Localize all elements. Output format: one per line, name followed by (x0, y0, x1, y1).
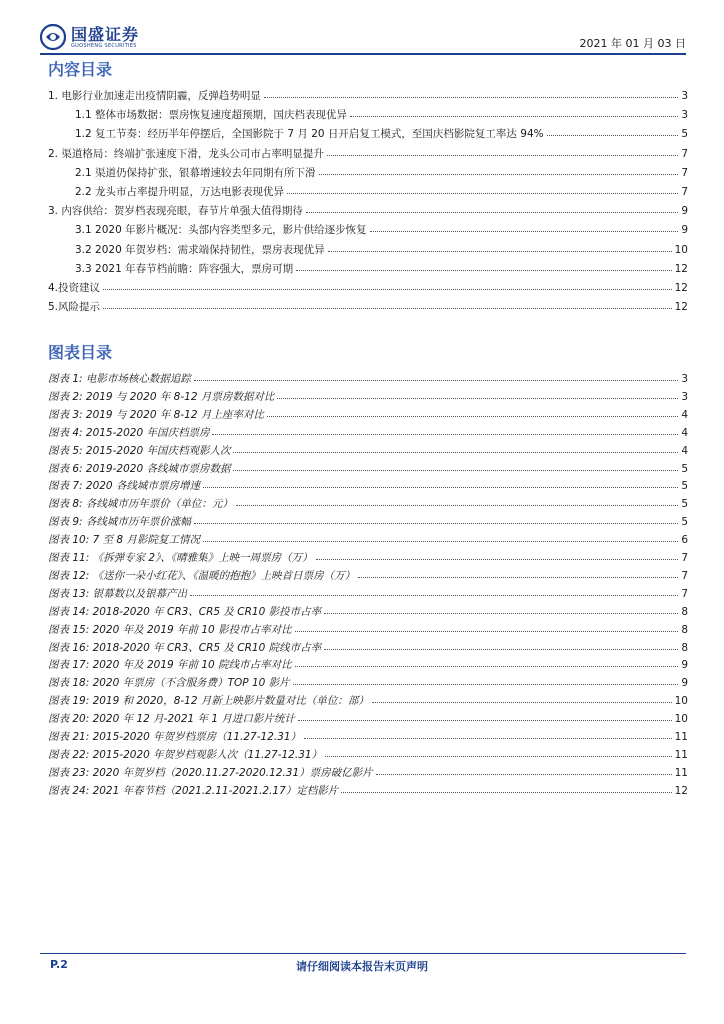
toc-entry-page: 9 (681, 205, 688, 218)
figure-entry-text: 图表 8: 各线城市历年票价（单位：元） (48, 498, 233, 511)
header-divider (40, 53, 686, 55)
figure-entry[interactable] (48, 765, 688, 781)
dot-leader (304, 729, 672, 739)
figure-entry-page: 9 (681, 659, 688, 672)
logo-name-en: GUOSHENG SECURITIES (71, 42, 137, 49)
figure-entry[interactable] (48, 604, 688, 620)
toc-entry[interactable] (48, 146, 688, 162)
figure-entry-page: 4 (681, 426, 688, 439)
dot-leader (328, 242, 672, 252)
figure-entry[interactable] (48, 407, 688, 423)
figure-entry[interactable] (48, 622, 688, 638)
figure-entry-text: 图表 18: 2020 年票房（不含服务费）TOP 10 影片 (48, 677, 290, 690)
figure-entry-page: 4 (681, 444, 688, 457)
logo-mark-icon (40, 24, 66, 50)
figure-entry-page: 8 (681, 605, 688, 618)
figure-entry-text: 图表 10: 7 至 8 月影院复工情况 (48, 534, 200, 547)
dot-leader (236, 496, 678, 506)
figure-entry[interactable] (48, 550, 688, 566)
toc-entry-text: 1.2 复工节奏：经历半年停摆后，全国影院于 7 月 20 日开启复工模式，至国庆档影院复工率达 94% (75, 128, 544, 141)
page-number: P.2 (50, 958, 68, 971)
figure-entry[interactable] (48, 747, 688, 763)
figure-entry[interactable] (48, 729, 688, 745)
figure-entry-text: 图表 12: 《送你一朵小红花》、《温暖的抱抱》上映首日票房（万） (48, 569, 356, 582)
dot-leader (233, 461, 678, 471)
figure-entry-page: 3 (681, 373, 688, 385)
toc-entry-page: 7 (681, 166, 688, 179)
toc-entry[interactable] (75, 184, 688, 200)
figure-entry-page: 10 (674, 695, 688, 708)
toc-entry[interactable] (48, 299, 688, 315)
toc-entry[interactable] (75, 222, 688, 238)
toc-entry[interactable] (75, 165, 688, 181)
figure-entry[interactable] (48, 693, 688, 709)
dot-leader (293, 675, 679, 685)
figure-entry-text: 图表 6: 2019-2020 各线城市票房数据 (48, 462, 231, 475)
toc-entry-text: 2.2 龙头市占率提升明显，万达电影表现优异 (75, 186, 285, 198)
footer-disclaimer: 请仔细阅读本报告末页声明 (296, 960, 428, 973)
figure-entry-page: 12 (674, 784, 688, 797)
figure-entry-page: 4 (681, 408, 688, 421)
figure-entry-page: 7 (681, 587, 688, 600)
figure-entry-page: 11 (674, 766, 688, 779)
dot-leader (203, 532, 678, 542)
dot-leader (547, 126, 679, 136)
figure-entry-text: 图表 24: 2021 年春节档（2021.2.11-2021.2.17）定档影片 (48, 784, 339, 797)
toc-entry-text: 3.3 2021 年春节档前瞻：阵容强大，票房可期 (75, 262, 294, 275)
figure-entry[interactable] (48, 657, 688, 673)
figure-entry[interactable] (48, 675, 688, 691)
toc-title: 内容目录 (48, 60, 113, 79)
dot-leader (194, 514, 678, 524)
figure-entry-text: 图表 3: 2019 与 2020 年 8-12 月上座率对比 (48, 408, 264, 421)
figure-entry-page: 6 (681, 534, 688, 547)
figure-entry[interactable] (48, 461, 688, 477)
figure-entry[interactable] (48, 783, 688, 799)
toc-entry-text: 3. 内容供给：贺岁档表现亮眼，春节片单强大值得期待 (48, 205, 303, 218)
figure-entry-page: 8 (681, 623, 688, 636)
figure-entry-page: 7 (681, 569, 688, 582)
figure-entry-text: 图表 23: 2020 年贺岁档（2020.11.27-2020.12.31）票房破亿影片 (48, 766, 373, 779)
toc-entry-page: 7 (681, 147, 688, 160)
figure-entry-page: 7 (681, 552, 688, 564)
toc-entry[interactable] (48, 88, 688, 104)
toc-entry-page: 12 (674, 262, 688, 275)
dot-leader (287, 184, 678, 194)
dot-leader (264, 88, 678, 98)
toc-entry-page: 5 (681, 128, 688, 141)
figure-entry-text: 图表 14: 2018-2020 年 CR3、CR5 及 CR10 影投市占率 (48, 605, 322, 618)
figure-entry-text: 图表 21: 2015-2020 年贺岁档票房（11.27-12.31） (48, 731, 302, 743)
toc-entry-page: 12 (674, 301, 688, 314)
dot-leader (376, 765, 672, 775)
toc-entry-text: 2. 渠道格局：终端扩张速度下滑，龙头公司市占率明显提升 (48, 147, 324, 160)
toc-entry-page: 3 (681, 109, 688, 122)
figure-entry[interactable] (48, 478, 688, 494)
figure-entry[interactable] (48, 425, 688, 441)
dot-leader (298, 711, 672, 721)
figure-entry[interactable] (48, 711, 688, 727)
dot-leader (325, 747, 672, 757)
toc-entry-page: 7 (681, 186, 688, 198)
dot-leader (295, 657, 679, 667)
dot-leader (370, 222, 679, 232)
dot-leader (103, 299, 672, 309)
dot-leader (350, 107, 678, 117)
toc-entry-text: 3.2 2020 年贺岁档：需求端保持韧性，票房表现优异 (75, 243, 325, 256)
figure-entry-text: 图表 17: 2020 年及 2019 年前 10 院线市占率对比 (48, 659, 292, 672)
figure-entry-page: 11 (674, 731, 688, 743)
toc-entry-text: 1.1 整体市场数据：票房恢复速度超预期，国庆档表现优异 (75, 109, 348, 122)
figure-entry-text: 图表 16: 2018-2020 年 CR3、CR5 及 CR10 院线市占率 (48, 641, 322, 654)
figures-title: 图表目录 (48, 343, 113, 362)
figure-entry-text: 图表 20: 2020 年 12 月-2021 年 1 月进口影片统计 (48, 713, 295, 726)
dot-leader (296, 261, 672, 271)
report-date: 2021 年 01 月 03 日 (579, 37, 686, 50)
toc-entry[interactable] (48, 280, 688, 296)
toc-entry[interactable] (75, 261, 688, 277)
toc-entry-page: 10 (674, 243, 688, 256)
footer-divider (40, 953, 686, 954)
dot-leader (319, 165, 679, 175)
figure-entry[interactable] (48, 371, 688, 387)
figure-entry-text: 图表 9: 各线城市历年票价涨幅 (48, 516, 191, 529)
dot-leader (277, 389, 678, 399)
figure-entry[interactable] (48, 586, 688, 602)
figure-entry-text: 图表 7: 2020 各线城市票房增速 (48, 480, 200, 493)
dot-leader (267, 407, 678, 417)
dot-leader (212, 425, 678, 435)
toc-entry-page: 3 (681, 90, 688, 102)
figure-entry-page: 8 (681, 641, 688, 654)
figure-entry-page: 9 (681, 677, 688, 690)
dot-leader (358, 568, 678, 578)
figure-entry-page: 5 (681, 480, 688, 493)
figure-entry-text: 图表 5: 2015-2020 年国庆档观影人次 (48, 444, 231, 457)
toc-entry-page: 9 (681, 224, 688, 237)
figure-entry-page: 5 (681, 516, 688, 529)
dot-leader (324, 640, 678, 650)
toc-entry[interactable] (48, 203, 688, 219)
dot-leader (316, 550, 679, 560)
figure-entry-text: 图表 22: 2015-2020 年贺岁档观影人次（11.27-12.31） (48, 748, 323, 761)
figure-entry[interactable] (48, 640, 688, 656)
dot-leader (233, 443, 678, 453)
toc-entry-page: 12 (674, 282, 688, 294)
figure-entry-page: 10 (674, 713, 688, 726)
figure-entry[interactable] (48, 532, 688, 548)
figure-entry-text: 图表 1: 电影市场核心数据追踪 (48, 373, 191, 385)
figure-entry-text: 图表 11: 《拆弹专家 2》、《晴雅集》上映一周票房（万） (48, 552, 313, 564)
figure-entry[interactable] (48, 514, 688, 530)
figure-entry-page: 11 (674, 748, 688, 761)
toc-entry[interactable] (75, 126, 688, 142)
figure-entry-page: 5 (681, 498, 688, 511)
toc-entry-text: 3.1 2020 年影片概况：头部内容类型多元，影片供给逐步恢复 (75, 224, 367, 237)
figure-entry[interactable] (48, 443, 688, 459)
dot-leader (194, 371, 678, 381)
figure-entry-page: 5 (681, 462, 688, 475)
page-header (40, 22, 686, 52)
dot-leader (372, 693, 672, 703)
dot-leader (103, 280, 672, 290)
dot-leader (327, 146, 678, 156)
dot-leader (306, 203, 678, 213)
figure-entry-text: 图表 4: 2015-2020 年国庆档票房 (48, 426, 210, 439)
toc-entry[interactable] (75, 242, 688, 258)
company-logo (40, 22, 139, 52)
toc-entry-text: 2.1 渠道仍保持扩张，银幕增速较去年同期有所下滑 (75, 166, 316, 179)
dot-leader (324, 604, 678, 614)
dot-leader (341, 783, 671, 793)
figure-entry-page: 3 (681, 390, 688, 403)
toc-entry-text: 5.风险提示 (48, 301, 101, 314)
dot-leader (295, 622, 679, 632)
figure-entry[interactable] (48, 568, 688, 584)
figure-entry[interactable] (48, 496, 688, 512)
figure-entry-text: 图表 2: 2019 与 2020 年 8-12 月票房数据对比 (48, 390, 275, 403)
figure-entry[interactable] (48, 389, 688, 405)
figure-entry-text: 图表 15: 2020 年及 2019 年前 10 影投市占率对比 (48, 623, 292, 636)
figure-entry-text: 图表 19: 2019 和 2020，8-12 月新上映影片数量对比（单位：部） (48, 695, 369, 708)
toc-entry-text: 1. 电影行业加速走出疫情阴霾，反弹趋势明显 (48, 90, 261, 102)
toc-entry-text: 4.投资建议 (48, 282, 101, 294)
dot-leader (190, 586, 678, 596)
figure-entry-text: 图表 13: 银幕数以及银幕产出 (48, 587, 188, 600)
dot-leader (203, 478, 678, 488)
toc-entry[interactable] (75, 107, 688, 123)
logo-name-cn: 国盛证券 (71, 24, 140, 44)
